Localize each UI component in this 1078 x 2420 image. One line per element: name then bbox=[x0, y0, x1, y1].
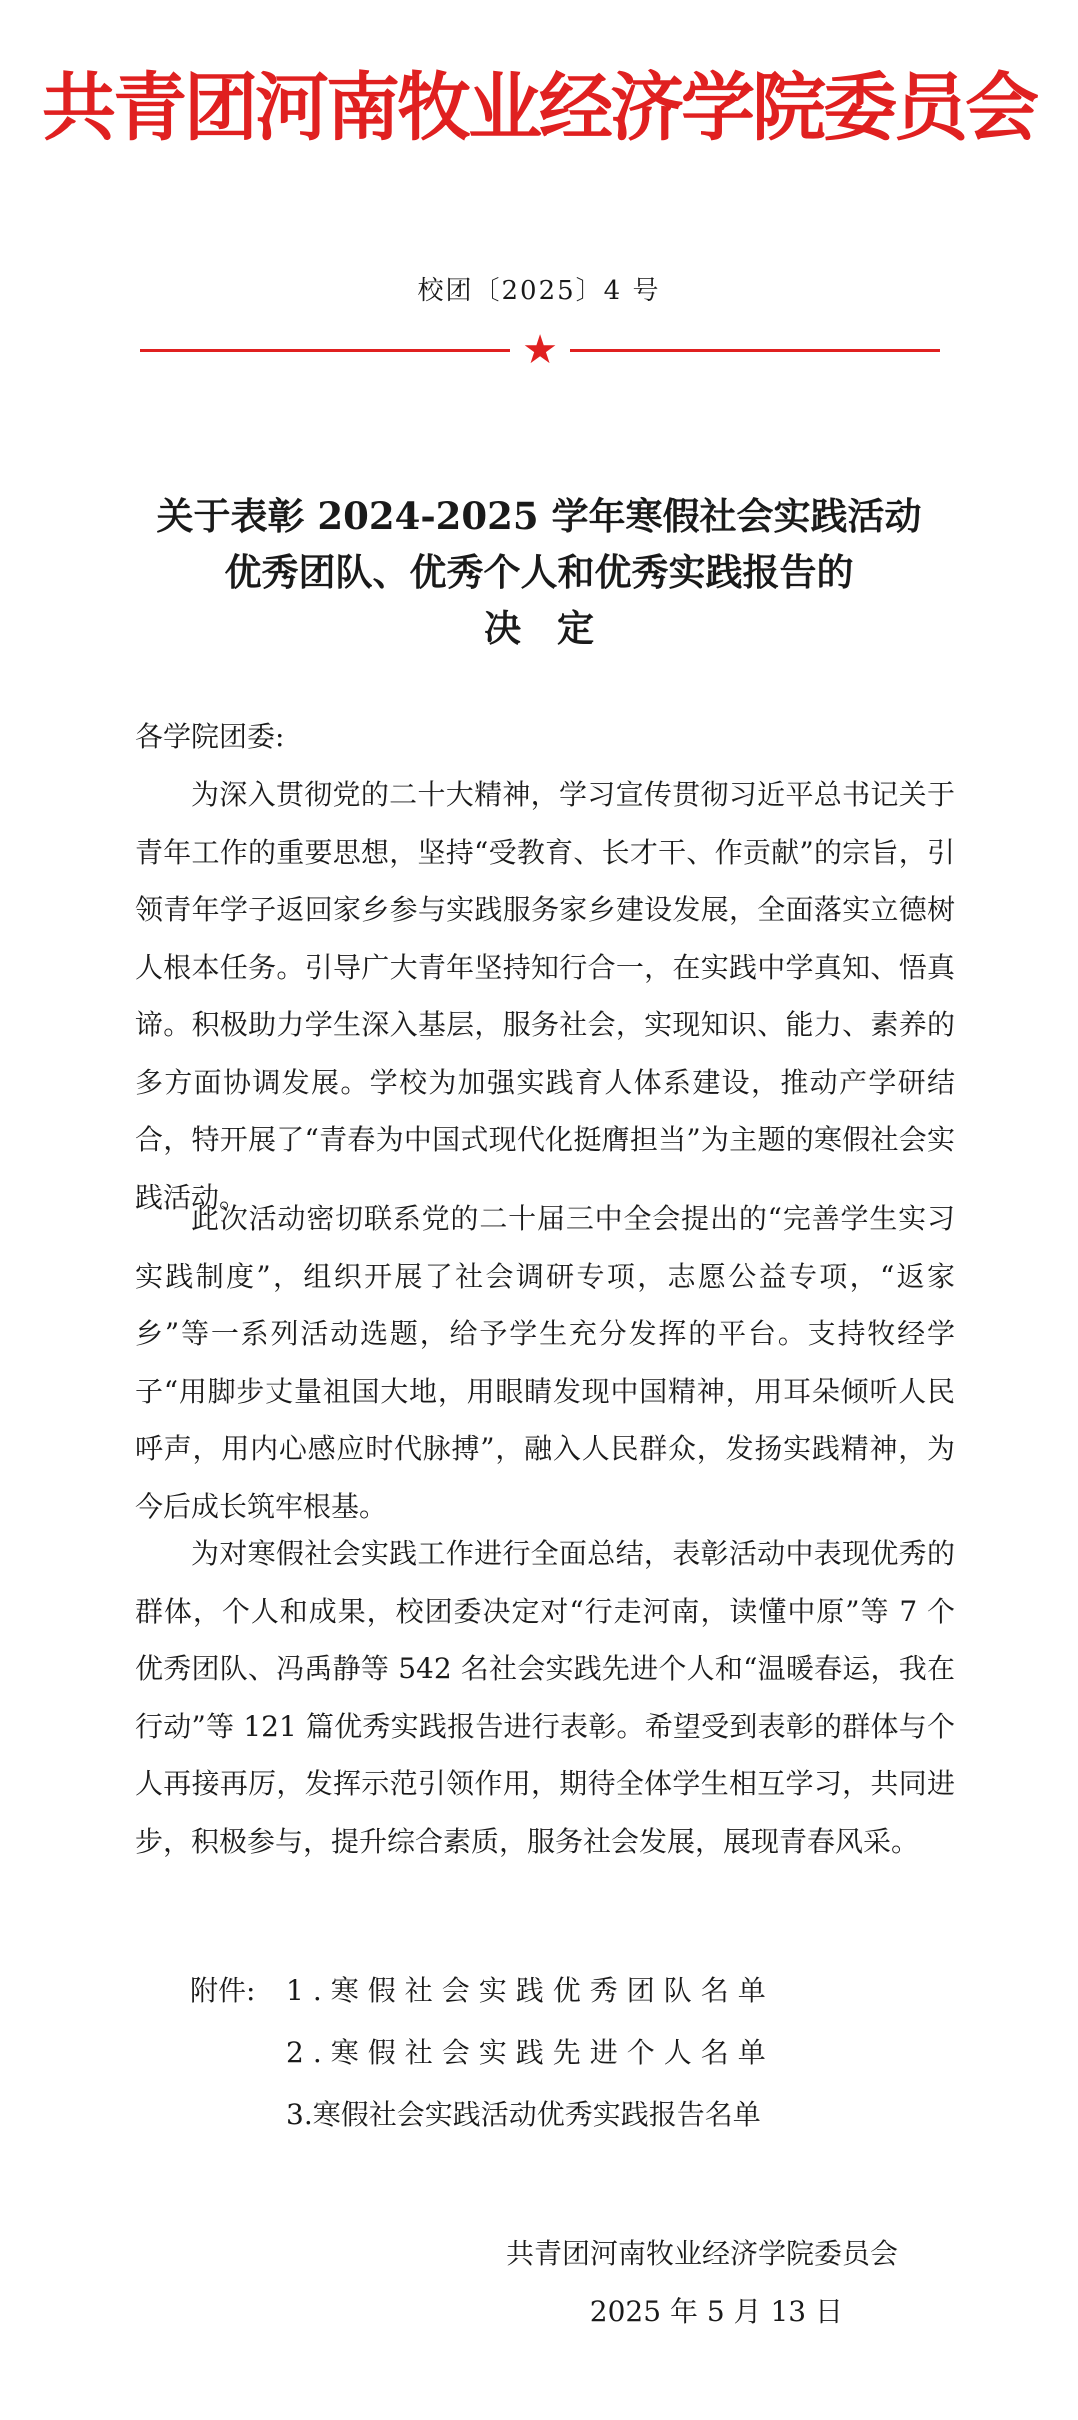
title-line-2: 优秀团队、优秀个人和优秀实践报告的 bbox=[224, 550, 854, 594]
organization-header: 共青团河南牧业经济学院委员会 bbox=[42, 65, 1036, 151]
body-paragraph-3: 为对寒假社会实践工作进行全面总结，表彰活动中表现优秀的群体，个人和成果，校团委决定对“行走河南，读懂中原”等 7 个优秀团队、冯禹静等 542 名社会实践先进个人和“温暖春运，我在行动”等 121 篇优秀实践报告进行表彰。希望受到表彰的群体与个人再接再厉，发挥示范引领作用，期待全体学生相互学习，共同进步，积极参与，提升综合素质，服务社会发展，展现青春风采。 bbox=[135, 1537, 955, 1858]
attachment-item-2: 2.寒假社会实践先进个人名单 bbox=[286, 2036, 775, 2069]
body-paragraph-1: 为深入贯彻党的二十大精神，学习宣传贯彻习近平总书记关于青年工作的重要思想，坚持“受教育、长才干、作贡献”的宗旨，引领青年学子返回家乡参与实践服务家乡建设发展，全面落实立德树人根本任务。引导广大青年坚持知行合一，在实践中学真知、悟真谛。积极助力学生深入基层，服务社会，实现知识、能力、素养的多方面协调发展。学校为加强实践育人体系建设，推动产学研结合，特开展了“青春为中国式现代化挺膺担当”为主题的寒假社会实践活动。 bbox=[135, 778, 955, 1214]
star-icon: ★ bbox=[522, 327, 558, 373]
attachment-item-3: 3.寒假社会实践活动优秀实践报告名单 bbox=[286, 2098, 761, 2131]
document-title bbox=[0, 488, 1078, 656]
red-divider bbox=[140, 327, 940, 373]
signature-organization: 共青团河南牧业经济学院委员会 bbox=[505, 2237, 898, 2270]
signature-block bbox=[506, 2225, 898, 2341]
title-line-1: 关于表彰 2024-2025 学年寒假社会实践活动 bbox=[156, 494, 922, 538]
divider-line-right bbox=[570, 349, 940, 352]
document-number: 校团〔2025〕4 号 bbox=[417, 276, 661, 306]
title-line-3: 决定 bbox=[484, 606, 630, 650]
attachments-label: 附件: bbox=[190, 1974, 256, 2007]
signature-date: 2025 年 5 月 13 日 bbox=[589, 2295, 843, 2328]
attachments-list bbox=[190, 1960, 775, 2146]
salutation: 各学院团委: bbox=[135, 720, 285, 753]
attachment-item-1: 1.寒假社会实践优秀团队名单 bbox=[286, 1974, 775, 2007]
body-paragraph-2: 此次活动密切联系党的二十届三中全会提出的“完善学生实习实践制度”，组织开展了社会调研专项，志愿公益专项，“返家乡”等一系列活动选题，给予学生充分发挥的平台。支持牧经学子“用脚步丈量祖国大地，用眼睛发现中国精神，用耳朵倾听人民呼声，用内心感应时代脉搏”，融入人民群众，发扬实践精神，为今后成长筑牢根基。 bbox=[135, 1202, 955, 1523]
